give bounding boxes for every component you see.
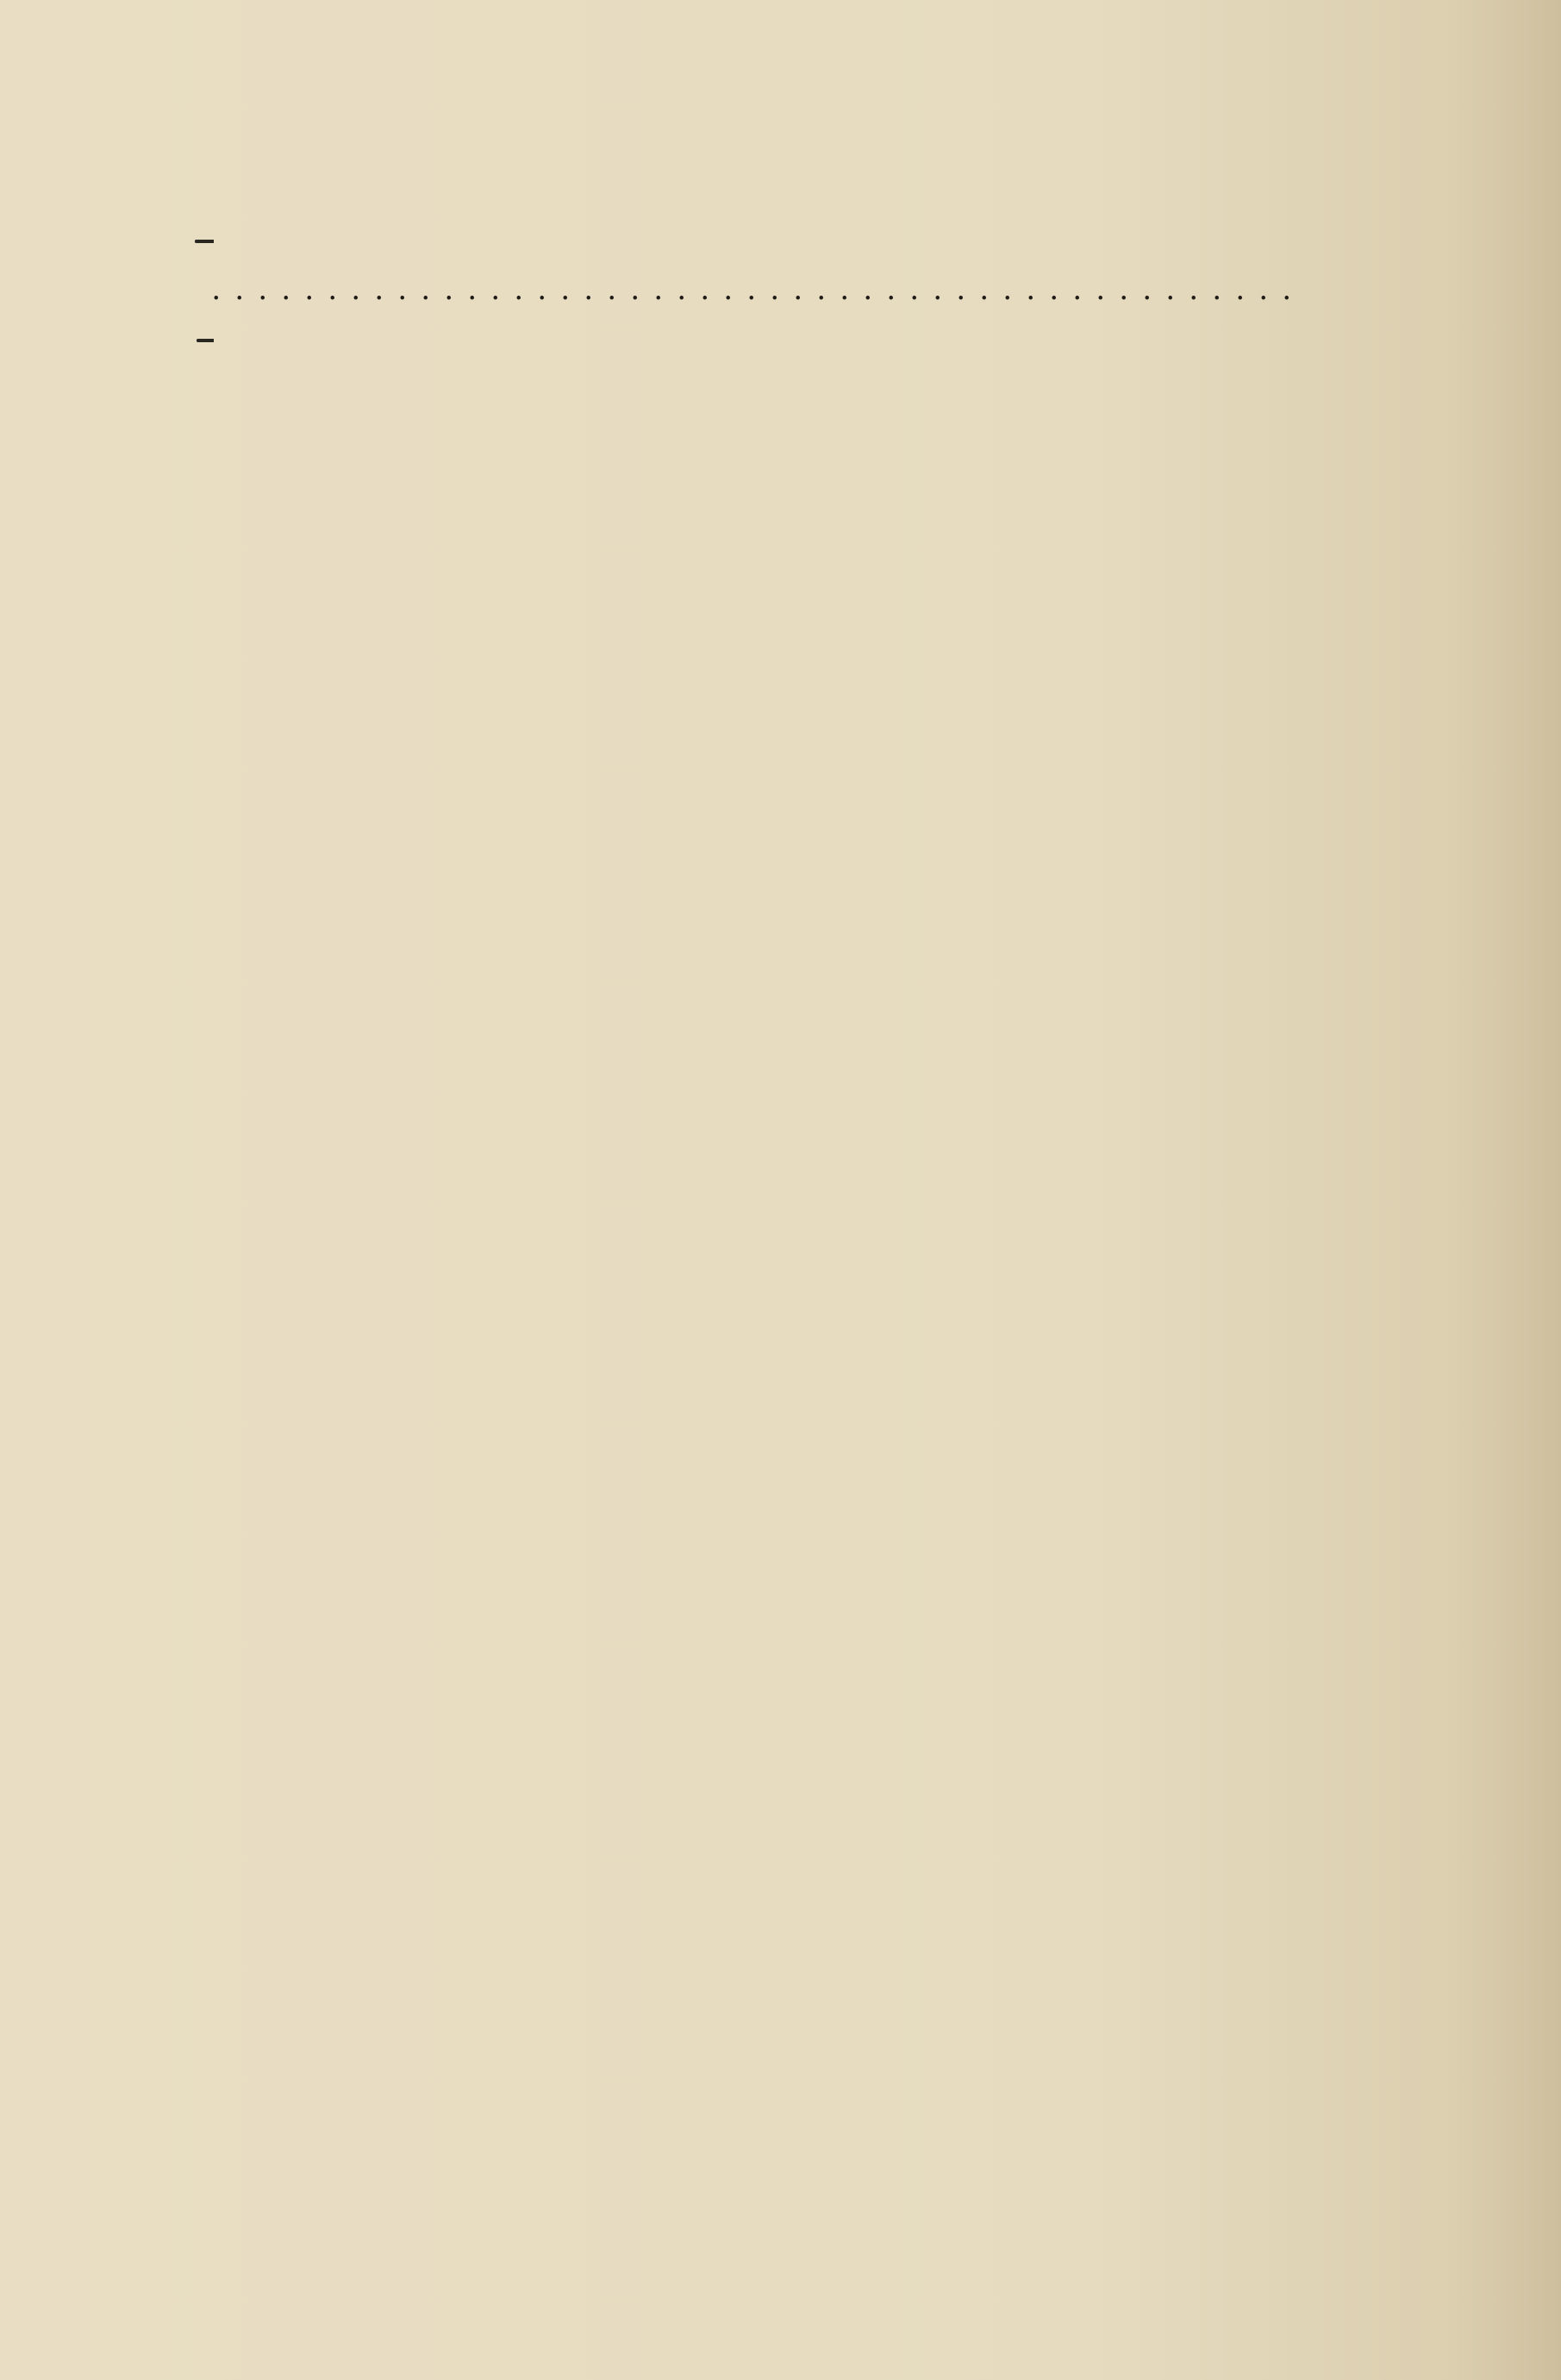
item-number bbox=[128, 271, 207, 308]
item-last-line bbox=[207, 271, 1300, 308]
document-body bbox=[128, 216, 1425, 349]
item-description bbox=[207, 271, 1300, 308]
item-330 bbox=[128, 271, 1425, 308]
terres-entries bbox=[214, 332, 1425, 349]
brace bbox=[195, 240, 214, 243]
brace bbox=[197, 339, 214, 342]
group-395 bbox=[128, 234, 1425, 248]
group-number bbox=[128, 234, 195, 248]
group-entries bbox=[214, 234, 1425, 248]
group-terres bbox=[128, 332, 1425, 349]
leader-dots: . . . . . . . . . . . . . . . . . . . . . . . . . . . . . . . . . . . . . . . . . . . . . . . bbox=[212, 271, 1295, 307]
